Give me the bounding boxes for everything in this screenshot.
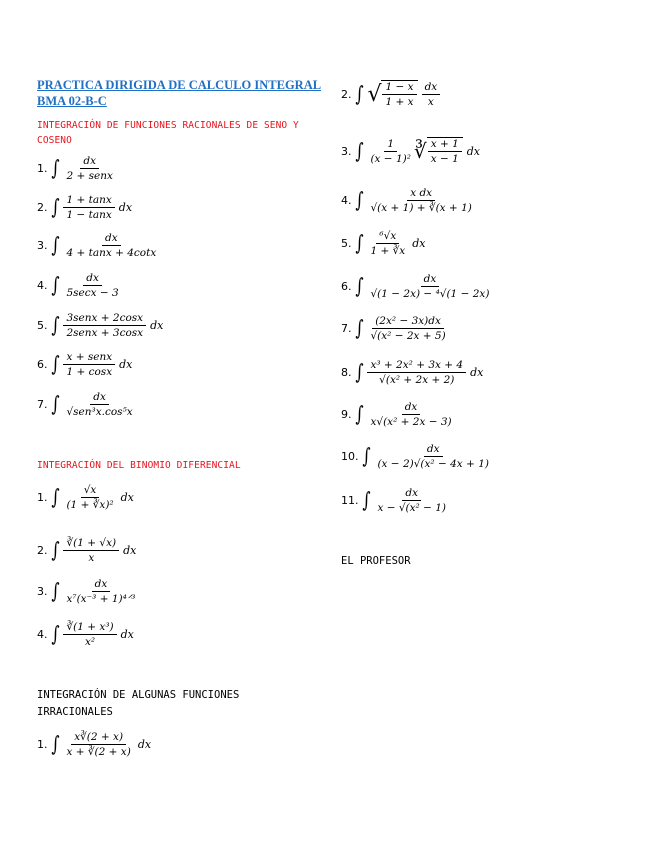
exercise-irracional-11: [341, 487, 449, 514]
fraction: [63, 155, 115, 182]
integral-sign: ∫: [361, 488, 371, 512]
differential: dx: [470, 366, 484, 379]
exercise-trig-3: [37, 232, 159, 259]
denominator: x − 1: [430, 153, 459, 165]
exercise-number: 7.: [341, 322, 352, 335]
exercise-irracional-3: [341, 137, 480, 165]
numerator: (2x² − 3x)dx: [372, 315, 444, 329]
exercise-irracional-7: [341, 315, 449, 342]
integral-sign: ∫: [50, 313, 60, 337]
differential: dx: [123, 544, 137, 557]
denominator: √(1 − 2x) − ⁴√(1 − 2x): [370, 288, 490, 300]
fraction: [63, 351, 115, 378]
exercise-trig-1: [37, 155, 116, 182]
integral-sign: ∫: [50, 538, 60, 562]
differential: dx: [412, 237, 426, 250]
integral-sign: ∫: [354, 188, 364, 212]
denominator: 4 + tanx + 4cotx: [66, 247, 157, 259]
fraction: [374, 443, 492, 470]
exercise-number: 11.: [341, 494, 359, 507]
denominator: √sen³x.cos⁵x: [66, 406, 133, 418]
denominator: (x − 1)²: [370, 152, 411, 165]
exercise-irracional-6: [341, 273, 492, 300]
fraction: [367, 230, 408, 257]
page-title: PRACTICA DIRIGIDA DE CALCULO INTEGRAL BMA 02-B-C: [37, 78, 322, 108]
section-heading-trig: INTEGRACIÓN DE FUNCIONES RACIONALES DE SENO Y COSENO: [37, 120, 299, 146]
exercise-number: 1.: [37, 162, 48, 175]
integral-sign: ∫: [50, 732, 60, 756]
integral-sign: ∫: [50, 579, 60, 603]
exercise-binomio-4: [37, 621, 134, 648]
denominator: 1 + ∛x: [370, 245, 406, 257]
radical-sign: √: [367, 81, 382, 107]
numerator: ∛(1 + √x): [63, 537, 119, 551]
fraction: [63, 537, 119, 564]
fraction: [381, 80, 417, 108]
denominator: √(x + 1) + ∛(x + 1): [370, 202, 472, 214]
numerator: 1: [384, 138, 397, 152]
numerator: x³ + 2x² + 3x + 4: [367, 359, 466, 373]
exercise-number: 7.: [37, 398, 48, 411]
exercise-trig-2: [37, 194, 132, 221]
numerator: x∛(2 + x): [71, 731, 126, 745]
denominator: x√(x² + 2x − 3): [370, 416, 452, 428]
exercise-number: 3.: [37, 585, 48, 598]
denominator: (x − 2)√(x² − 4x + 1): [377, 458, 489, 470]
exercise-irracional-9: [341, 401, 455, 428]
exercise-number: 10.: [341, 450, 359, 463]
numerator: ∛(1 + x³): [63, 621, 116, 635]
exercise-number: 4.: [37, 628, 48, 641]
numerator: 1 − x: [382, 81, 416, 95]
fraction: [63, 232, 159, 259]
exercise-number: 2.: [37, 544, 48, 557]
fraction: [367, 273, 492, 300]
fraction: [367, 401, 454, 428]
exercise-binomio-1: [37, 484, 134, 511]
differential: dx: [137, 738, 152, 751]
exercise-number: 5.: [341, 237, 352, 250]
exercise-trig-7: [37, 391, 136, 418]
denominator: 2senx + 3cosx: [66, 327, 144, 339]
exercise-trig-4: [37, 272, 122, 299]
exercise-number: 3.: [37, 239, 48, 252]
numerator: dx: [90, 391, 109, 405]
exercise-number: 1.: [37, 738, 48, 751]
exercise-irracional-5: [341, 230, 425, 257]
numerator: dx: [422, 81, 441, 95]
exercise-number: 6.: [341, 280, 352, 293]
differential: dx: [119, 358, 133, 371]
numerator: √x: [81, 484, 100, 498]
integral-sign: ∫: [50, 156, 60, 180]
numerator: x + senx: [63, 351, 115, 365]
fraction: [374, 487, 449, 514]
integral-sign: ∫: [50, 392, 60, 416]
integral-sign: ∫: [354, 360, 364, 384]
numerator: ⁶√x: [376, 230, 399, 244]
numerator: dx: [421, 273, 440, 287]
exercise-irracional-2: [341, 80, 440, 108]
denominator: x: [427, 95, 434, 108]
numerator: dx: [92, 578, 111, 592]
fraction: [367, 359, 466, 386]
fraction: [63, 731, 133, 758]
exercise-number: 2.: [37, 201, 48, 214]
exercise-number: 8.: [341, 366, 352, 379]
integral-sign: ∫: [354, 138, 364, 163]
denominator: √(x² + 2x + 2): [379, 374, 455, 386]
signature-line: EL PROFESOR: [341, 555, 411, 567]
exercise-number: 2.: [341, 87, 352, 101]
exercise-binomio-3: [37, 578, 138, 605]
denominator: (1 + ∛x)²: [66, 499, 114, 511]
fraction: [422, 81, 441, 108]
integral-sign: ∫: [354, 81, 364, 106]
exercise-trig-6: [37, 351, 132, 378]
exercise-trig-5: [37, 312, 163, 339]
integral-sign: ∫: [50, 352, 60, 376]
exercise-irracional-10: [341, 443, 492, 470]
fraction: [63, 578, 138, 605]
integral-sign: ∫: [50, 273, 60, 297]
differential: dx: [120, 491, 134, 504]
numerator: dx: [402, 487, 421, 501]
numerator: 1 + tanx: [63, 194, 114, 208]
numerator: dx: [102, 232, 121, 246]
exercise-irracional-1: [37, 731, 151, 758]
numerator: x + 1: [428, 138, 462, 152]
denominator: 2 + senx: [66, 170, 113, 182]
denominator: 1 − tanx: [66, 209, 112, 221]
exercise-number: 4.: [37, 279, 48, 292]
fraction: [367, 315, 448, 342]
fraction: [63, 312, 146, 339]
denominator: x⁷(x⁻³ + 1)⁴ᐟ³: [66, 593, 136, 605]
exercise-irracional-4: [341, 187, 475, 214]
denominator: x − √(x² − 1): [377, 502, 447, 514]
numerator: dx: [80, 155, 99, 169]
fraction: [63, 621, 116, 648]
exercise-irracional-8: [341, 359, 483, 386]
fraction: [63, 194, 114, 221]
fraction: [63, 272, 121, 299]
differential: dx: [120, 628, 134, 641]
numerator: dx: [424, 443, 443, 457]
numerator: x dx: [407, 187, 435, 201]
integral-sign: ∫: [354, 402, 364, 426]
denominator: x²: [84, 636, 96, 648]
exercise-number: 1.: [37, 491, 48, 504]
section-heading-irracionales: INTEGRACIÓN DE ALGUNAS FUNCIONES IRRACIONALES: [37, 689, 240, 718]
denominator: 5secx − 3: [66, 287, 119, 299]
denominator: 1 + cosx: [66, 366, 113, 378]
integral-sign: ∫: [50, 195, 60, 219]
denominator: x + ∛(2 + x): [66, 746, 131, 758]
integral-sign: ∫: [354, 231, 364, 255]
numerator: dx: [83, 272, 102, 286]
differential: dx: [466, 144, 481, 158]
denominator: √(x² − 2x + 5): [370, 330, 446, 342]
differential: dx: [118, 201, 133, 214]
section-heading-binomio: INTEGRACIÓN DEL BINOMIO DIFERENCIAL: [37, 460, 241, 471]
exercise-number: 5.: [37, 319, 48, 332]
exercise-number: 9.: [341, 408, 352, 421]
exercise-binomio-2: [37, 537, 136, 564]
fraction: [427, 137, 463, 165]
exercise-number: 4.: [341, 194, 352, 207]
integral-sign: ∫: [50, 622, 60, 646]
fraction: [63, 484, 116, 511]
radical-sign: ∛: [413, 139, 427, 163]
differential: dx: [150, 319, 164, 332]
numerator: 3senx + 2cosx: [63, 312, 146, 326]
integral-sign: ∫: [361, 444, 371, 468]
denominator: 1 + x: [385, 96, 414, 108]
fraction: [367, 138, 413, 165]
numerator: dx: [402, 401, 421, 415]
fraction: [367, 187, 474, 214]
denominator: x: [88, 552, 95, 564]
integral-sign: ∫: [50, 485, 60, 509]
fraction: [63, 391, 135, 418]
exercise-number: 3.: [341, 144, 352, 158]
integral-sign: ∫: [50, 233, 60, 257]
integral-sign: ∫: [354, 316, 364, 340]
exercise-number: 6.: [37, 358, 48, 371]
integral-sign: ∫: [354, 274, 364, 298]
